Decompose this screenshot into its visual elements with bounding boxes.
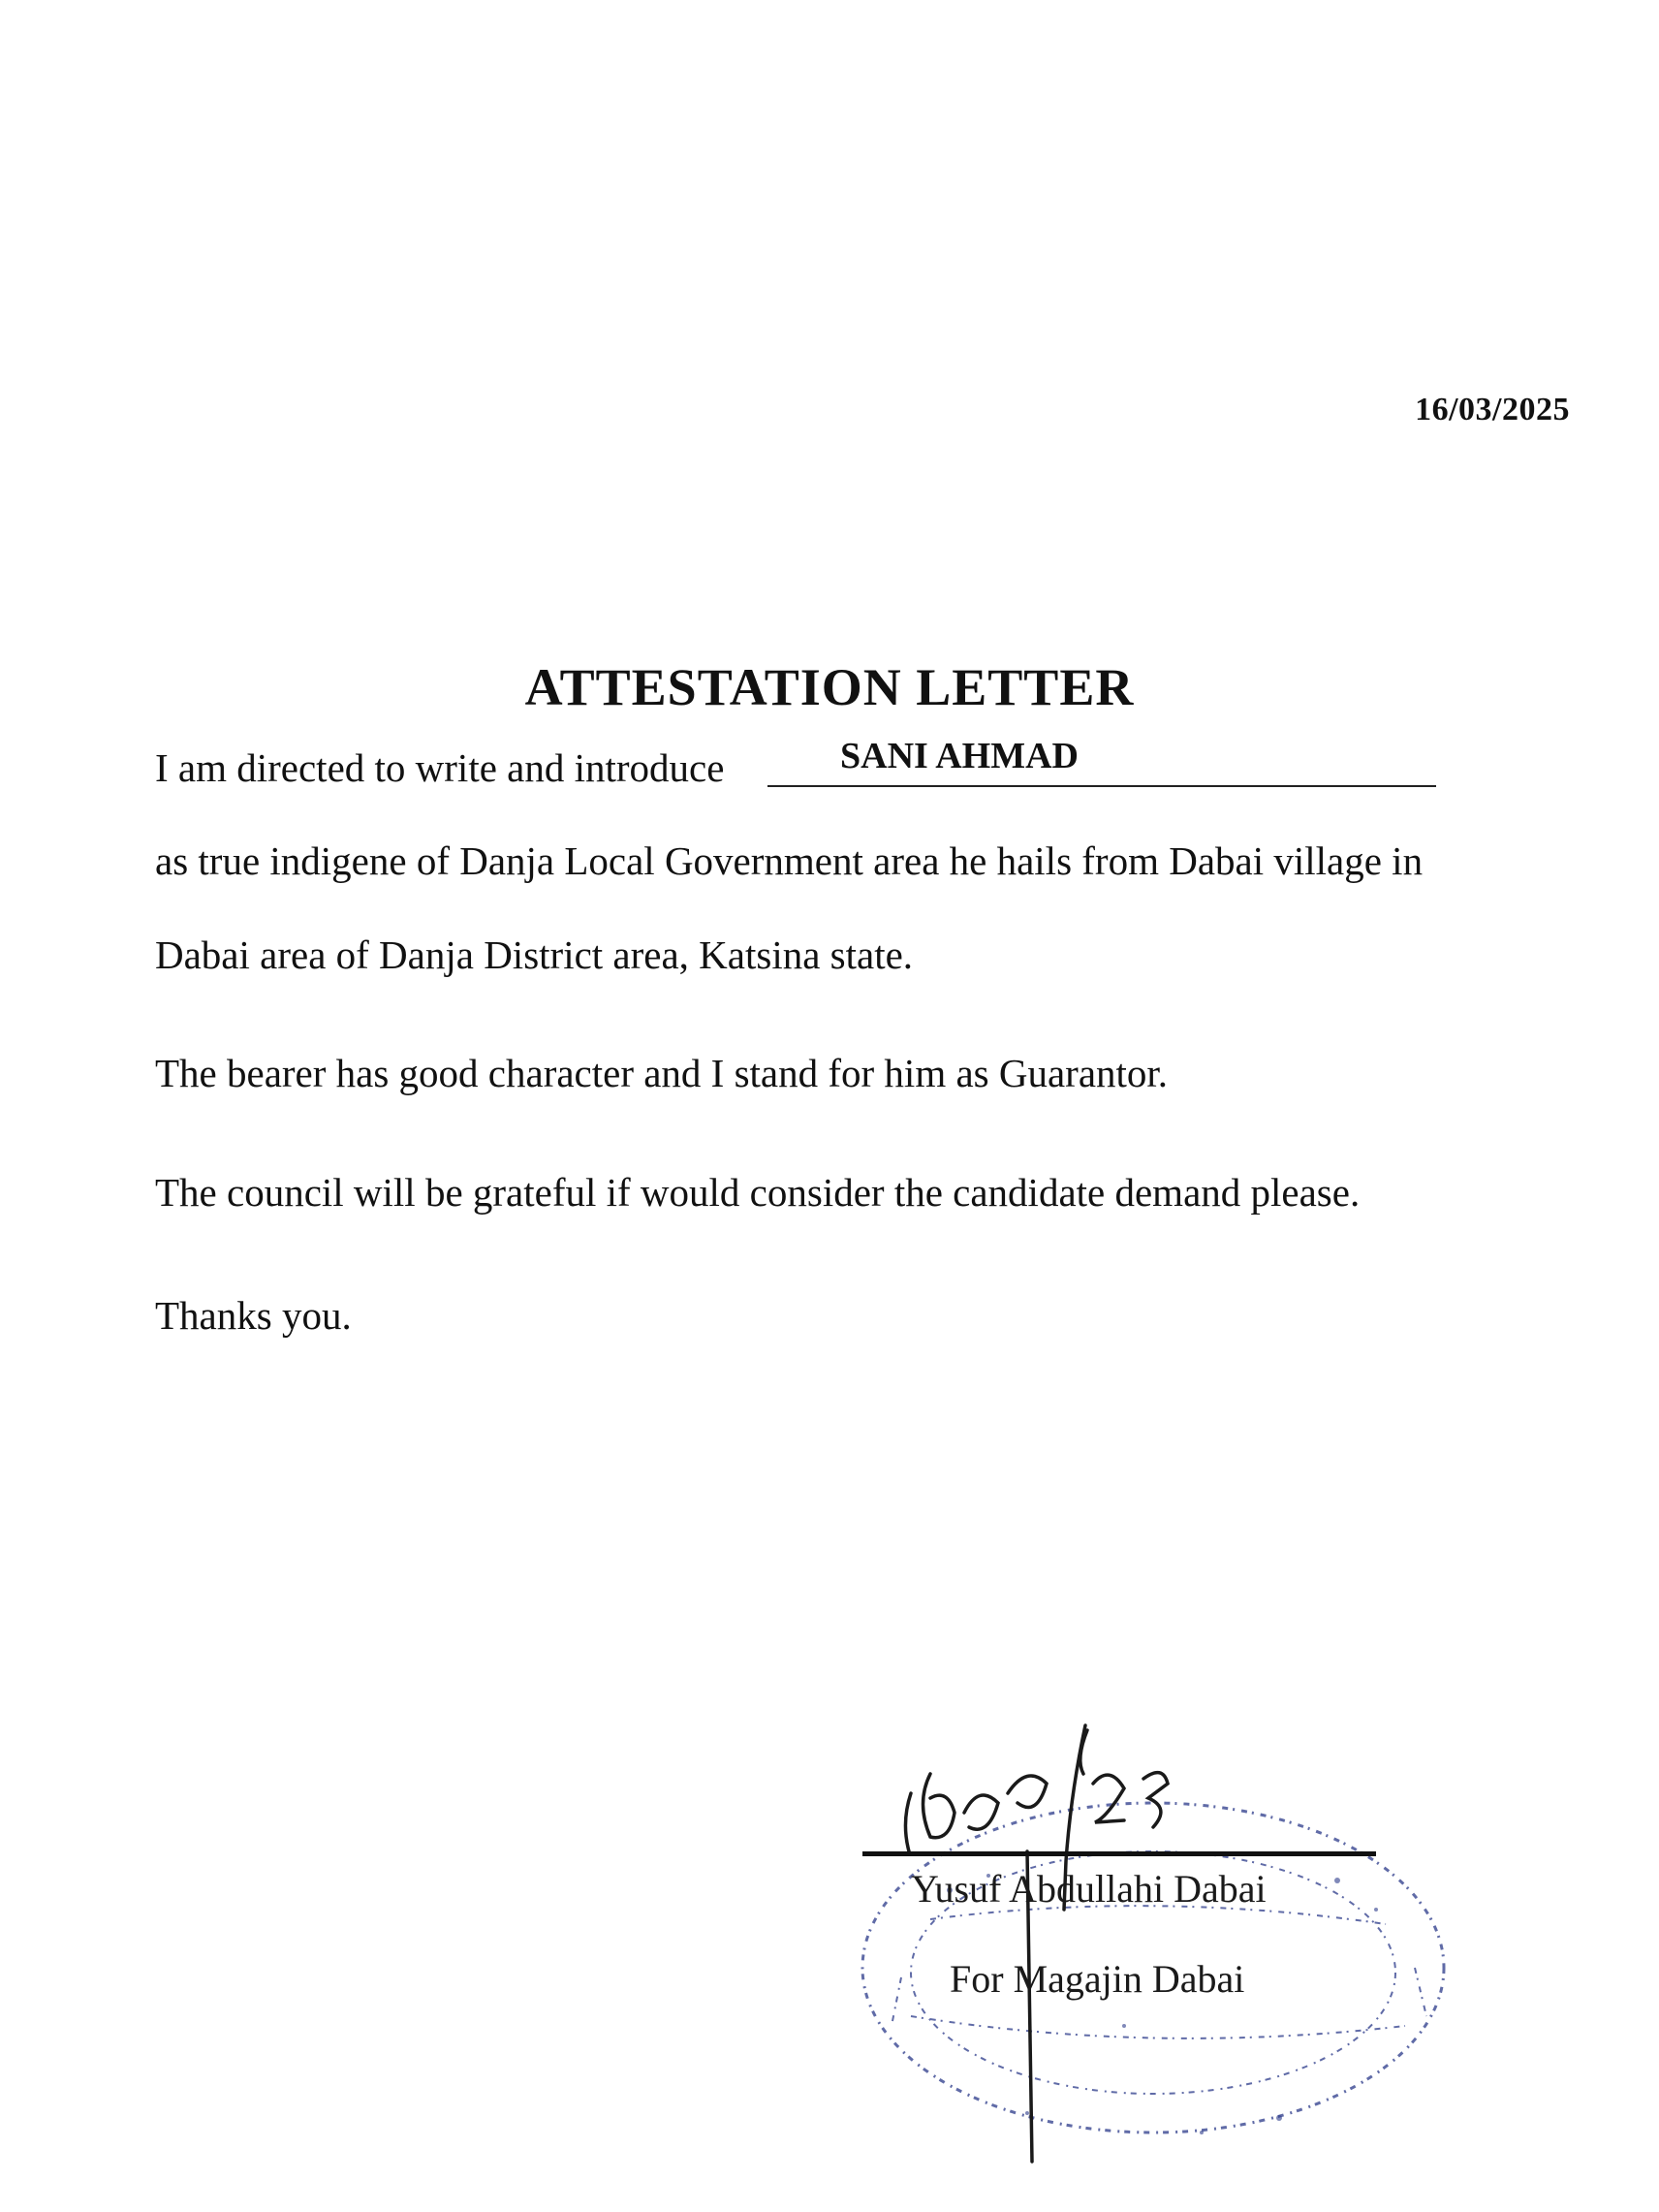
official-stamp-icon: [833, 1706, 1512, 2191]
body-line-2: as true indigene of Danja Local Government area he hails from Dabai village in: [155, 838, 1424, 883]
signature-line: [862, 1851, 1376, 1856]
closing-text: Thanks you.: [155, 1293, 352, 1338]
intro-text: I am directed to write and introduce: [155, 745, 725, 790]
signatory-name: Yusuf Abdullahi Dabai: [911, 1867, 1267, 1911]
body-line-4: The bearer has good character and I stand for him as Guarantor.: [155, 1051, 1169, 1095]
candidate-name: SANI AHMAD: [840, 736, 1079, 776]
body-line-5: The council will be grateful if would consider the candidate demand please.: [155, 1170, 1361, 1215]
body-line-3: Dabai area of Danja District area, Katsina state.: [155, 932, 914, 977]
candidate-name-field: [767, 736, 1436, 787]
letter-title: ATTESTATION LETTER: [524, 658, 1135, 716]
signature-block: [833, 1706, 1512, 2191]
signatory-title: For Magajin Dabai: [950, 1957, 1245, 2001]
letter-date: 16/03/2025: [1415, 392, 1570, 427]
